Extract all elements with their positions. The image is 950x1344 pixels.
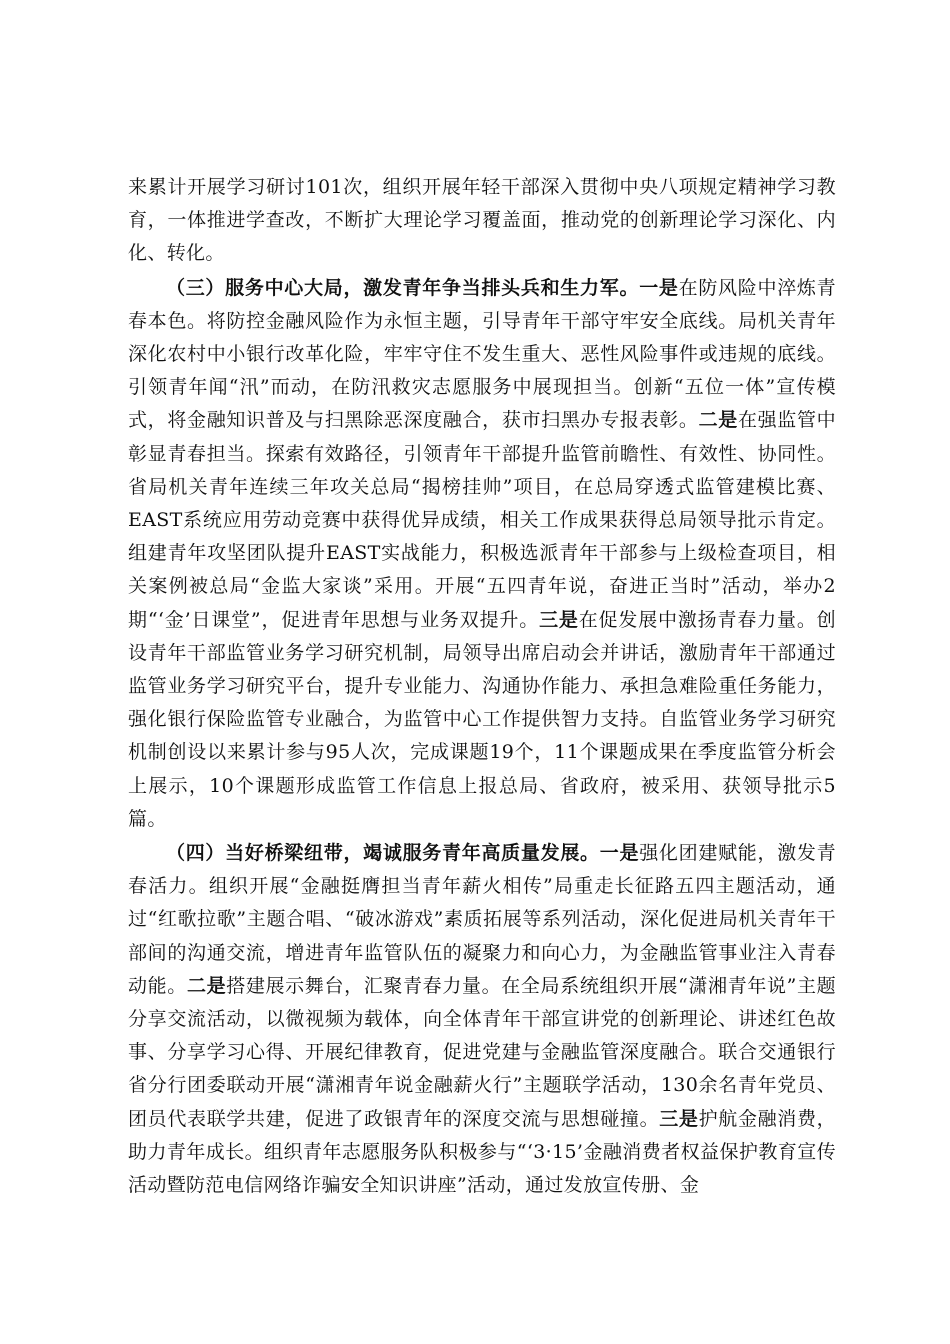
paragraph-text: 强化团建赋能，激发青春活力。组织开展“金融挺膺担当青年薪火相传”局重走长征路五四主题活动，通过“红歌拉歌”主题合唱、“破冰游戏”素质拓展等系列活动，深化促进局机关青年干部间的沟通交流，增进青年监管队伍的凝聚力和向心力，为金融监管事业注入青春动能。: [128, 842, 836, 997]
lead-marker: 一是: [639, 276, 679, 299]
paragraph-section-four: [128, 837, 836, 1202]
lead-marker: 二是: [698, 409, 738, 432]
section-heading-three: （三）服务中心大局，激发青年争当排头兵和生力军。: [166, 276, 640, 299]
paragraph-section-three: [128, 272, 836, 836]
paragraph-text: 护航金融消费，助力青年成长。组织青年志愿服务队积极参与“‘3·15’金融消费者权益保护教育宣传活动暨防范电信网络诈骗安全知识讲座”活动，通过发放宣传册、金: [128, 1107, 837, 1197]
paragraph-text: 在强监管中彰显青春担当。探索有效路径，引领青年干部提升监管前瞻性、有效性、协同性。省局机关青年连续三年攻关总局“揭榜挂帅”项目，在总局穿透式监管建模比赛、EAST系统应用劳动竞赛中获得优异成绩，相关工作成果获得总局领导批示肯定。组建青年攻坚团队提升EAST实战能力，积极选派青年干部参与上级检查项目，相关案例被总局“金监大家谈”采用。开展“五四青年说，奋进正当时”活动，举办2期“‘金’日课堂”，促进青年思想与业务双提升。: [128, 409, 836, 631]
lead-marker: 一是: [599, 842, 640, 865]
section-heading-four: （四）当好桥梁纽带，竭诚服务青年高质量发展。: [166, 842, 600, 865]
paragraph-continuation: [128, 171, 836, 271]
document-body: [128, 171, 836, 1202]
paragraph-text: 在防风险中淬炼青春本色。将防控金融风险作为永恒主题，引导青年干部守牢安全底线。局机关青年深化农村中小银行改革化险，牢牢守住不发生重大、恶性风险事件或违规的底线。引领青年闻“汛”而动，在防汛救灾志愿服务中展现担当。创新“五位一体”宣传模式，将金融知识普及与扫黑除恶深度融合，获市扫黑办专报表彰。: [128, 276, 836, 432]
paragraph-text: 来累计开展学习研讨101次，组织开展年轻干部深入贯彻中央八项规定精神学习教育，一体推进学查改，不断扩大理论学习覆盖面，推动党的创新理论学习深化、内化、转化。: [128, 176, 836, 265]
paragraph-text: 在促发展中激扬青春力量。创设青年干部监管业务学习研究机制，局领导出席启动会并讲话，激励青年干部通过监管业务学习研究平台，提升专业能力、沟通协作能力、承担急难险重任务能力，强化银行保险监管专业融合，为监管中心工作提供智力支持。自监管业务学习研究机制创设以来累计参与95人次，完成课题19个，11个课题成果在季度监管分析会上展示，10个课题形成监管工作信息上报总局、省政府，被采用、获领导批示5篇。: [128, 608, 836, 830]
lead-marker: 二是: [186, 974, 227, 997]
lead-marker: 三是: [659, 1107, 699, 1130]
lead-marker: 三是: [539, 608, 579, 631]
paragraph-text: 搭建展示舞台，汇聚青春力量。在全局系统组织开展“潇湘青年说”主题分享交流活动，以微视频为载体，向全体青年干部宣讲党的创新理论、讲述红色故事、分享学习心得、开展纪律教育，促进党建与金融监管深度融合。联合交通银行省分行团委联动开展“潇湘青年说金融薪火行”主题联学活动，130余名青年党员、团员代表联学共建，促进了政银青年的深度交流与思想碰撞。: [128, 974, 836, 1130]
